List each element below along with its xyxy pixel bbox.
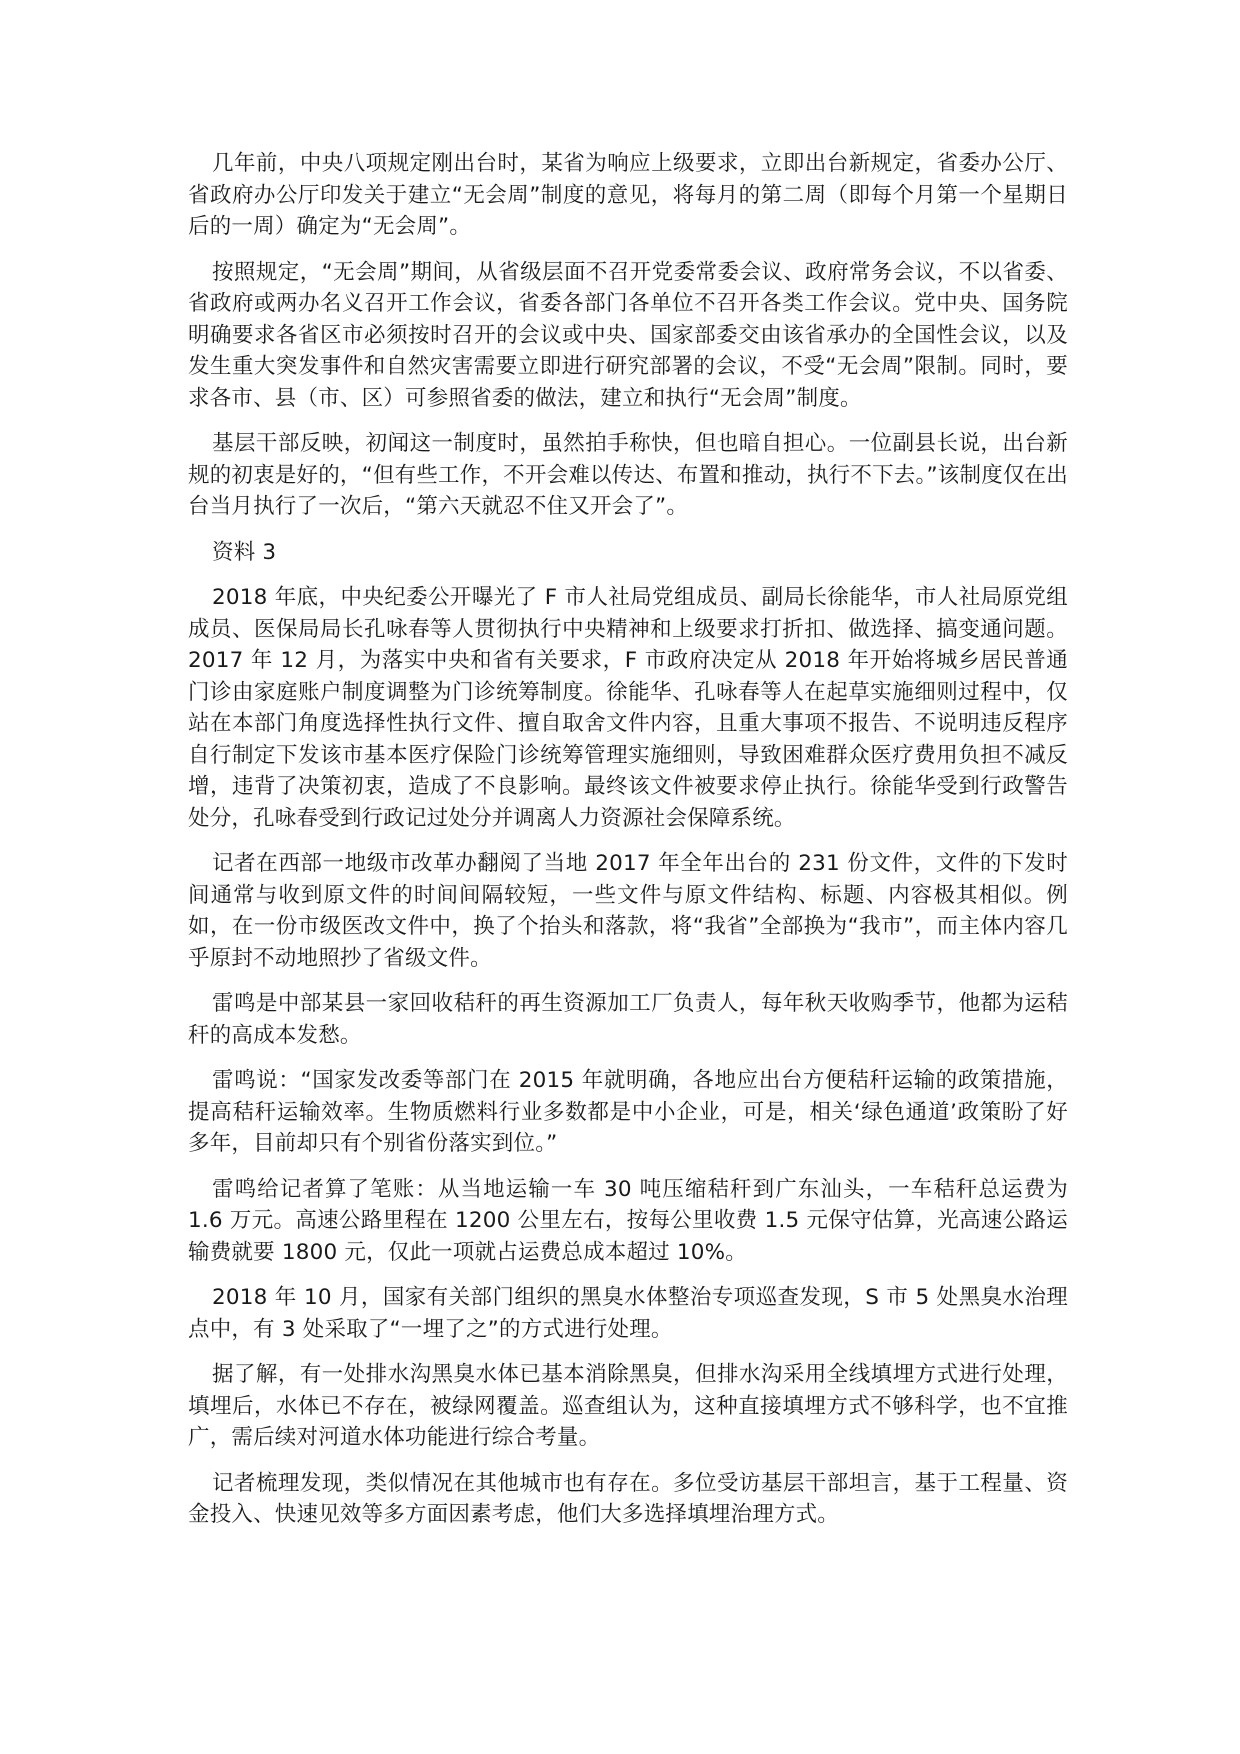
paragraph: 2018 年 10 月，国家有关部门组织的黑臭水体整治专项巡查发现，S 市 5 处黑臭水治理点中，有 3 处采取了“一埋了之”的方式进行处理。: [188, 1285, 1068, 1342]
paragraph: 记者梳理发现，类似情况在其他城市也有存在。多位受访基层干部坦言，基于工程量、资金投入、快速见效等多方面因素考虑，他们大多选择填埋治理方式。: [188, 1470, 1068, 1527]
section-heading: 资料 3: [212, 539, 277, 565]
paragraph: 按照规定，“无会周”期间，从省级层面不召开党委常委会议、政府常务会议，不以省委、省政府或两办名义召开工作会议，省委各部门各单位不召开各类工作会议。党中央、国务院明确要求各省区市必须按时召开的会议或中央、国家部委交由该省承办的全国性会议，以及发生重大突发事件和自然灾害需要立即进行研究部署的会议，不受“无会周”限制。同时，要求各市、县（市、区）可参照省委的做法，建立和执行“无会周”制度。: [188, 259, 1068, 411]
paragraph: 据了解，有一处排水沟黑臭水体已基本消除黑臭，但排水沟采用全线填埋方式进行处理，填埋后，水体已不存在，被绿网覆盖。巡查组认为，这种直接填埋方式不够科学，也不宜推广，需后续对河道水体功能进行综合考量。: [188, 1362, 1068, 1450]
paragraph: 基层干部反映，初闻这一制度时，虽然拍手称快，但也暗自担心。一位副县长说，出台新规的初衷是好的，“但有些工作，不开会难以传达、布置和推动，执行不下去。”该制度仅在出台当月执行了一次后，“第六天就忍不住又开会了”。: [188, 431, 1068, 519]
paragraph: 记者在西部一地级市改革办翻阅了当地 2017 年全年出台的 231 份文件，文件的下发时间通常与收到原文件的时间间隔较短，一些文件与原文件结构、标题、内容极其相似。例如，在一份市级医改文件中，换了个抬头和落款，将“我省”全部换为“我市”，而主体内容几乎原封不动地照抄了省级文件。: [188, 851, 1068, 971]
paragraph: 雷鸣是中部某县一家回收秸秆的再生资源加工厂负责人，每年秋天收购季节，他都为运秸秆的高成本发愁。: [188, 991, 1068, 1048]
paragraph: 雷鸣给记者算了笔账：从当地运输一车 30 吨压缩秸秆到广东汕头，一车秸秆总运费为 1.6 万元。高速公路里程在 1200 公里左右，按每公里收费 1.5 元保守估算，光高速公路运输费就要 1800 元，仅此一项就占运费总成本超过 10%。: [188, 1176, 1068, 1265]
paragraph: 几年前，中央八项规定刚出台时，某省为响应上级要求，立即出台新规定，省委办公厅、省政府办公厅印发关于建立“无会周”制度的意见，将每月的第二周（即每个月第一个星期日后的一周）确定为“无会周”。: [188, 151, 1068, 239]
paragraph: 雷鸣说：“国家发改委等部门在 2015 年就明确，各地应出台方便秸秆运输的政策措施，提高秸秆运输效率。生物质燃料行业多数都是中小企业，可是，相关‘绿色通道’政策盼了好多年，目前却只有个别省份落实到位。”: [188, 1068, 1068, 1156]
paragraph: 2018 年底，中央纪委公开曝光了 F 市人社局党组成员、副局长徐能华，市人社局原党组成员、医保局局长孔咏春等人贯彻执行中央精神和上级要求打折扣、做选择、搞变通问题。2017 年 12 月，为落实中央和省有关要求，F 市政府决定从 2018 年开始将城乡居民普通门诊由家庭账户制度调整为门诊统筹制度。徐能华、孔咏春等人在起草实施细则过程中，仅站在本部门角度选择性执行文件、擅自取舍文件内容，且重大事项不报告、不说明违反程序自行制定下发该市基本医疗保险门诊统筹管理实施细则，导致困难群众医疗费用负担不减反增，违背了决策初衷，造成了不良影响。最终该文件被要求停止执行。徐能华受到行政警告处分，孔咏春受到行政记过处分并调离人力资源社会保障系统。: [188, 585, 1068, 831]
document-body: [188, 148, 1068, 1545]
